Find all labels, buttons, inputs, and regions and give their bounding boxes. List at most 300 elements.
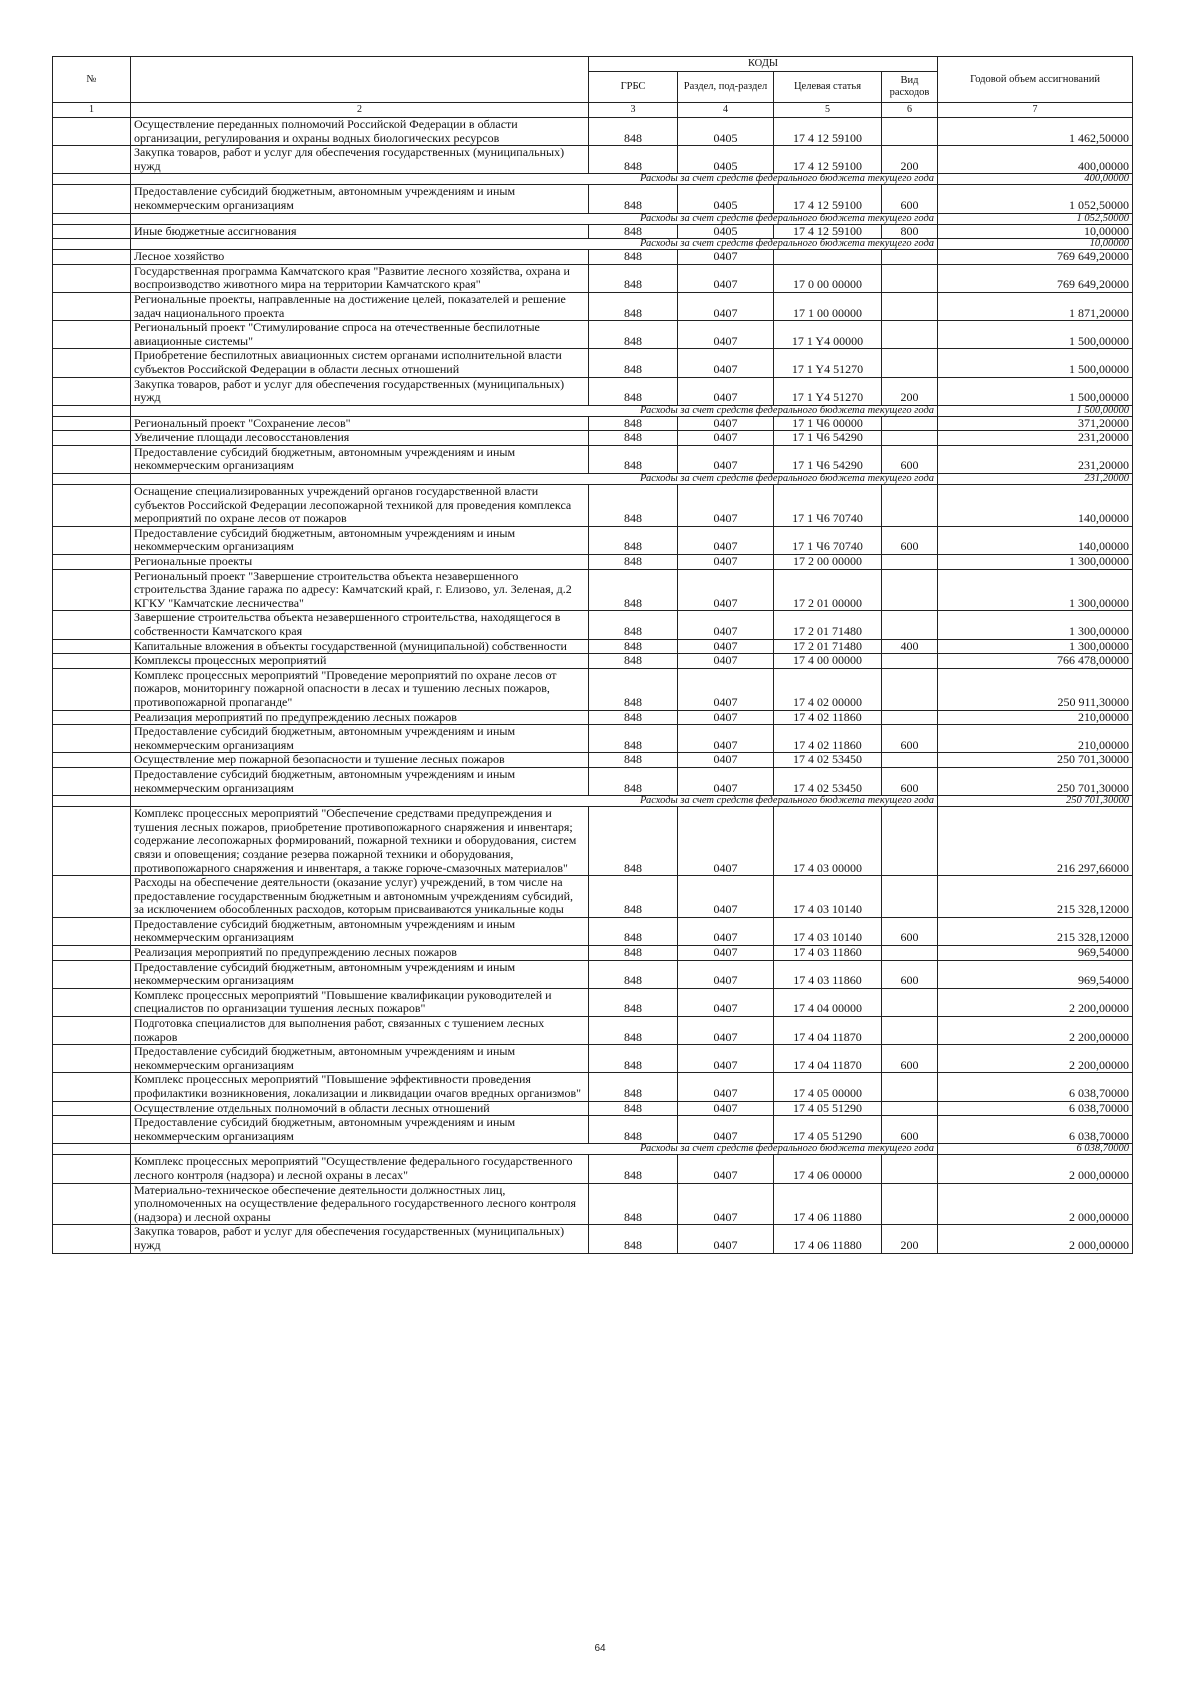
- row-target: 17 4 04 11870: [774, 1017, 882, 1045]
- row-amount: 1 300,00000: [938, 611, 1133, 639]
- col-number-6: 6: [882, 103, 938, 118]
- row-number-cell: [53, 321, 131, 349]
- row-grbs: 848: [589, 668, 678, 710]
- row-name: Подготовка специалистов для выполнения работ, связанных с тушением лесных пожаров: [131, 1017, 589, 1045]
- row-number-cell: [53, 876, 131, 918]
- row-number-cell: [53, 1225, 131, 1253]
- row-section: 0407: [678, 767, 774, 795]
- row-grbs: 848: [589, 146, 678, 174]
- row-name: Приобретение беспилотных авиационных систем органами исполнительной власти субъектов Российской Федерации в области лесных отношений: [131, 349, 589, 377]
- row-section: 0407: [678, 753, 774, 768]
- row-number-cell: [53, 725, 131, 753]
- row-number-cell: [53, 946, 131, 961]
- row-number-cell: [53, 668, 131, 710]
- row-name: Предоставление субсидий бюджетным, автономным учреждениям и иным некоммерческим организациям: [131, 1116, 589, 1144]
- row-name: Иные бюджетные ассигнования: [131, 224, 589, 239]
- row-amount: 969,54000: [938, 946, 1133, 961]
- table-row: [53, 349, 1133, 377]
- row-number-cell: [53, 960, 131, 988]
- row-amount: 210,00000: [938, 710, 1133, 725]
- row-target: 17 4 02 11860: [774, 725, 882, 753]
- row-grbs: 848: [589, 767, 678, 795]
- row-section: 0407: [678, 264, 774, 292]
- subrow-amount: 400,00000: [938, 174, 1133, 185]
- table-row: [53, 1183, 1133, 1225]
- row-name: Закупка товаров, работ и услуг для обеспечения государственных (муниципальных) нужд: [131, 146, 589, 174]
- row-number-cell: [53, 1116, 131, 1144]
- row-kind: 600: [882, 445, 938, 473]
- row-grbs: 848: [589, 431, 678, 446]
- row-amount: 2 000,00000: [938, 1183, 1133, 1225]
- row-grbs: 848: [589, 960, 678, 988]
- row-grbs: 848: [589, 710, 678, 725]
- row-section: 0407: [678, 555, 774, 570]
- col-header-kind: Вид расходов: [882, 72, 938, 103]
- row-number-cell: [53, 654, 131, 669]
- row-name: Осуществление отдельных полномочий в области лесных отношений: [131, 1101, 589, 1116]
- row-amount: 6 038,70000: [938, 1101, 1133, 1116]
- table-row: [53, 321, 1133, 349]
- row-number-cell: [53, 917, 131, 945]
- subrow-amount: 6 038,70000: [938, 1144, 1133, 1155]
- col-number-3: 3: [589, 103, 678, 118]
- row-number-cell: [53, 767, 131, 795]
- table-row: [53, 639, 1133, 654]
- table-row: [53, 1017, 1133, 1045]
- row-grbs: 848: [589, 321, 678, 349]
- row-kind: [882, 569, 938, 611]
- row-amount: 2 200,00000: [938, 988, 1133, 1016]
- row-section: 0407: [678, 611, 774, 639]
- row-target: 17 1 Ч6 54290: [774, 431, 882, 446]
- federal-budget-subrow: [53, 405, 1133, 416]
- table-row: [53, 445, 1133, 473]
- row-amount: 210,00000: [938, 725, 1133, 753]
- table-body: [53, 118, 1133, 1254]
- table-row: [53, 250, 1133, 265]
- col-number-5: 5: [774, 103, 882, 118]
- row-number-cell: [53, 118, 131, 146]
- row-number-cell: [53, 405, 131, 416]
- row-amount: 216 297,66000: [938, 807, 1133, 876]
- row-grbs: 848: [589, 725, 678, 753]
- row-target: 17 4 02 53450: [774, 753, 882, 768]
- col-number-7: 7: [938, 103, 1133, 118]
- row-grbs: 848: [589, 876, 678, 918]
- row-target: 17 1 Ч6 70740: [774, 485, 882, 527]
- row-name: Государственная программа Камчатского края "Развитие лесного хозяйства, охрана и воспроизводство животного мира на территории Камчатского края": [131, 264, 589, 292]
- col-header-grbs: ГРБС: [589, 72, 678, 103]
- row-grbs: 848: [589, 807, 678, 876]
- row-grbs: 848: [589, 1155, 678, 1183]
- row-grbs: 848: [589, 526, 678, 554]
- row-amount: 371,20000: [938, 416, 1133, 431]
- table-row: [53, 710, 1133, 725]
- row-number-cell: [53, 611, 131, 639]
- row-amount: 1 500,00000: [938, 349, 1133, 377]
- row-number-cell: [53, 416, 131, 431]
- row-amount: 215 328,12000: [938, 917, 1133, 945]
- row-amount: 231,20000: [938, 431, 1133, 446]
- row-name: Предоставление субсидий бюджетным, автономным учреждениям и иным некоммерческим организациям: [131, 960, 589, 988]
- table-row: [53, 185, 1133, 213]
- table-row: [53, 725, 1133, 753]
- row-target: [774, 250, 882, 265]
- row-number-cell: [53, 796, 131, 807]
- subrow-amount: 231,20000: [938, 474, 1133, 485]
- row-kind: [882, 1101, 938, 1116]
- row-section: 0407: [678, 917, 774, 945]
- row-number-cell: [53, 569, 131, 611]
- row-section: 0405: [678, 118, 774, 146]
- row-grbs: 848: [589, 1045, 678, 1073]
- row-kind: [882, 1017, 938, 1045]
- row-kind: [882, 876, 938, 918]
- row-number-cell: [53, 807, 131, 876]
- row-amount: 1 462,50000: [938, 118, 1133, 146]
- row-kind: 800: [882, 224, 938, 239]
- row-target: 17 4 12 59100: [774, 118, 882, 146]
- row-amount: 2 000,00000: [938, 1155, 1133, 1183]
- row-amount: 140,00000: [938, 526, 1133, 554]
- table-row: [53, 946, 1133, 961]
- row-kind: [882, 807, 938, 876]
- table-row: [53, 654, 1133, 669]
- table-row: [53, 1045, 1133, 1073]
- row-name: Комплекс процессных мероприятий "Проведение мероприятий по охране лесов от пожаров, мониторингу пожарной опасности в лесах и тушению лесных пожаров, противопожарной пропаганде": [131, 668, 589, 710]
- row-name: Комплексы процессных мероприятий: [131, 654, 589, 669]
- row-kind: [882, 321, 938, 349]
- row-number-cell: [53, 485, 131, 527]
- row-section: 0407: [678, 639, 774, 654]
- row-grbs: 848: [589, 654, 678, 669]
- subrow-amount: 1 500,00000: [938, 405, 1133, 416]
- row-section: 0407: [678, 960, 774, 988]
- row-number-cell: [53, 1045, 131, 1073]
- row-name: Увеличение площади лесовосстановления: [131, 431, 589, 446]
- row-kind: 400: [882, 639, 938, 654]
- row-target: 17 4 03 00000: [774, 807, 882, 876]
- row-target: 17 4 03 11860: [774, 960, 882, 988]
- table-row: [53, 264, 1133, 292]
- row-section: 0407: [678, 946, 774, 961]
- row-kind: 600: [882, 917, 938, 945]
- row-number-cell: [53, 213, 131, 224]
- row-name: Предоставление субсидий бюджетным, автономным учреждениям и иным некоммерческим организациям: [131, 526, 589, 554]
- row-kind: 200: [882, 146, 938, 174]
- row-number-cell: [53, 264, 131, 292]
- row-grbs: 848: [589, 1017, 678, 1045]
- row-grbs: 848: [589, 569, 678, 611]
- col-number-1: 1: [53, 103, 131, 118]
- row-name: Комплекс процессных мероприятий "Осуществление федерального государственного лесного контроля (надзора) и лесной охраны в лесах": [131, 1155, 589, 1183]
- col-header-name: [131, 57, 589, 103]
- row-kind: 600: [882, 1116, 938, 1144]
- row-number-cell: [53, 1155, 131, 1183]
- row-number-cell: [53, 526, 131, 554]
- row-amount: 6 038,70000: [938, 1073, 1133, 1101]
- row-grbs: 848: [589, 349, 678, 377]
- row-kind: [882, 118, 938, 146]
- row-number-cell: [53, 710, 131, 725]
- row-grbs: 848: [589, 988, 678, 1016]
- row-section: 0407: [678, 988, 774, 1016]
- row-number-cell: [53, 250, 131, 265]
- row-name: Региональный проект "Завершение строительства объекта незавершенного строительства Здание гаража по адресу: Камчатский край, г. Елизово, ул. Зеленая, д.2 КГКУ "Камчатские лесничества": [131, 569, 589, 611]
- row-name: Оснащение специализированных учреждений органов государственной власти субъектов Российской Федерации лесопожарной техникой для проведения комплекса мероприятий по охране лесов от пожаров: [131, 485, 589, 527]
- col-header-codes: КОДЫ: [589, 57, 938, 72]
- row-grbs: 848: [589, 416, 678, 431]
- row-grbs: 848: [589, 118, 678, 146]
- row-kind: 600: [882, 725, 938, 753]
- row-grbs: 848: [589, 485, 678, 527]
- subrow-amount: 250 701,30000: [938, 796, 1133, 807]
- row-section: 0407: [678, 250, 774, 265]
- row-amount: 1 500,00000: [938, 377, 1133, 405]
- subrow-label: Расходы за счет средств федерального бюджета текущего года: [131, 474, 938, 485]
- row-name: Расходы на обеспечение деятельности (оказание услуг) учреждений, в том числе на предоставление государственным бюджетным и автономным учреждениям субсидий, за исключением обособленных расходов, которым присваиваются уникальные коды: [131, 876, 589, 918]
- row-amount: 250 701,30000: [938, 753, 1133, 768]
- row-amount: 1 300,00000: [938, 555, 1133, 570]
- row-kind: 600: [882, 1045, 938, 1073]
- row-target: 17 4 04 11870: [774, 1045, 882, 1073]
- row-section: 0407: [678, 445, 774, 473]
- table-row: [53, 377, 1133, 405]
- row-target: 17 1 Ч6 54290: [774, 445, 882, 473]
- row-section: 0407: [678, 876, 774, 918]
- row-name: Реализация мероприятий по предупреждению лесных пожаров: [131, 710, 589, 725]
- row-number-cell: [53, 1101, 131, 1116]
- row-number-cell: [53, 639, 131, 654]
- row-kind: [882, 431, 938, 446]
- row-target: 17 2 01 71480: [774, 611, 882, 639]
- row-target: 17 1 Y4 51270: [774, 349, 882, 377]
- row-amount: 10,00000: [938, 224, 1133, 239]
- row-number-cell: [53, 753, 131, 768]
- row-target: 17 2 00 00000: [774, 555, 882, 570]
- table-row: [53, 118, 1133, 146]
- subrow-label: Расходы за счет средств федерального бюджета текущего года: [131, 1144, 938, 1155]
- row-section: 0407: [678, 710, 774, 725]
- row-amount: 6 038,70000: [938, 1116, 1133, 1144]
- row-grbs: 848: [589, 917, 678, 945]
- row-grbs: 848: [589, 611, 678, 639]
- row-number-cell: [53, 185, 131, 213]
- row-amount: 2 000,00000: [938, 1225, 1133, 1253]
- table-row: [53, 753, 1133, 768]
- row-kind: [882, 1073, 938, 1101]
- table-row: [53, 1155, 1133, 1183]
- table-row: [53, 668, 1133, 710]
- table-row: [53, 526, 1133, 554]
- row-section: 0407: [678, 485, 774, 527]
- row-target: 17 4 04 00000: [774, 988, 882, 1016]
- subrow-label: Расходы за счет средств федерального бюджета текущего года: [131, 796, 938, 807]
- row-number-cell: [53, 988, 131, 1016]
- col-header-total: Годовой объем ассигнований: [938, 57, 1133, 103]
- row-target: 17 4 05 00000: [774, 1073, 882, 1101]
- row-section: 0407: [678, 1155, 774, 1183]
- row-kind: [882, 654, 938, 669]
- table-row: [53, 569, 1133, 611]
- row-kind: 600: [882, 526, 938, 554]
- federal-budget-subrow: [53, 1144, 1133, 1155]
- row-amount: 766 478,00000: [938, 654, 1133, 669]
- subrow-amount: 10,00000: [938, 239, 1133, 250]
- row-name: Материально-техническое обеспечение деятельности должностных лиц, уполномоченных на осуществление федерального государственного лесного контроля (надзора) и лесной охраны: [131, 1183, 589, 1225]
- row-grbs: 848: [589, 1101, 678, 1116]
- row-amount: 1 300,00000: [938, 569, 1133, 611]
- row-name: Региональные проекты: [131, 555, 589, 570]
- row-name: Предоставление субсидий бюджетным, автономным учреждениям и иным некоммерческим организациям: [131, 725, 589, 753]
- col-number-2: 2: [131, 103, 589, 118]
- row-target: 17 1 Y4 00000: [774, 321, 882, 349]
- row-number-cell: [53, 377, 131, 405]
- page-number: 64: [594, 1643, 606, 1654]
- row-amount: 769 649,20000: [938, 250, 1133, 265]
- row-amount: 969,54000: [938, 960, 1133, 988]
- row-kind: [882, 611, 938, 639]
- row-section: 0407: [678, 654, 774, 669]
- row-number-cell: [53, 349, 131, 377]
- federal-budget-subrow: [53, 213, 1133, 224]
- row-target: 17 1 Ч6 70740: [774, 526, 882, 554]
- row-section: 0407: [678, 1017, 774, 1045]
- row-target: 17 4 03 10140: [774, 876, 882, 918]
- budget-table: [52, 56, 1133, 1254]
- row-kind: [882, 668, 938, 710]
- row-target: 17 4 12 59100: [774, 185, 882, 213]
- table-row: [53, 960, 1133, 988]
- row-section: 0407: [678, 377, 774, 405]
- row-name: Завершение строительства объекта незавершенного строительства, находящегося в собственности Камчатского края: [131, 611, 589, 639]
- row-section: 0407: [678, 349, 774, 377]
- row-target: 17 4 00 00000: [774, 654, 882, 669]
- row-number-cell: [53, 1183, 131, 1225]
- row-kind: [882, 988, 938, 1016]
- table-row: [53, 1073, 1133, 1101]
- row-kind: [882, 292, 938, 320]
- row-section: 0407: [678, 1225, 774, 1253]
- row-kind: [882, 349, 938, 377]
- row-kind: 600: [882, 767, 938, 795]
- row-kind: [882, 485, 938, 527]
- row-target: 17 4 02 11860: [774, 710, 882, 725]
- table-row: [53, 146, 1133, 174]
- row-kind: 200: [882, 377, 938, 405]
- row-grbs: 848: [589, 264, 678, 292]
- row-name: Комплекс процессных мероприятий "Повышение эффективности проведения профилактики возникновения, локализации и ликвидации очагов вредных организмов": [131, 1073, 589, 1101]
- row-grbs: 848: [589, 445, 678, 473]
- row-kind: 600: [882, 185, 938, 213]
- row-name: Предоставление субсидий бюджетным, автономным учреждениям и иным некоммерческим организациям: [131, 917, 589, 945]
- subrow-label: Расходы за счет средств федерального бюджета текущего года: [131, 239, 938, 250]
- row-name: Комплекс процессных мероприятий "Обеспечение средствами предупреждения и тушения лесных пожаров, приобретение противопожарного снаряжения и инвентаря; содержание лесопожарных формирований, пожарной техники и оборудования, систем связи и оповещения; создание резерва пожарной техники и оборудования, противопожарного снаряжения и инвентаря, а также горюче-смазочных материалов": [131, 807, 589, 876]
- row-target: 17 1 00 00000: [774, 292, 882, 320]
- row-name: Предоставление субсидий бюджетным, автономным учреждениям и иным некоммерческим организациям: [131, 767, 589, 795]
- row-name: Региональный проект "Сохранение лесов": [131, 416, 589, 431]
- row-name: Капитальные вложения в объекты государственной (муниципальной) собственности: [131, 639, 589, 654]
- row-number-cell: [53, 445, 131, 473]
- table-row: [53, 1116, 1133, 1144]
- row-section: 0407: [678, 725, 774, 753]
- table-row: [53, 1101, 1133, 1116]
- row-section: 0407: [678, 668, 774, 710]
- row-target: 17 4 05 51290: [774, 1101, 882, 1116]
- table-row: [53, 767, 1133, 795]
- row-kind: [882, 416, 938, 431]
- table-row: [53, 917, 1133, 945]
- row-target: 17 1 Ч6 00000: [774, 416, 882, 431]
- row-amount: 769 649,20000: [938, 264, 1133, 292]
- row-section: 0407: [678, 431, 774, 446]
- subrow-label: Расходы за счет средств федерального бюджета текущего года: [131, 405, 938, 416]
- row-target: 17 2 01 71480: [774, 639, 882, 654]
- row-number-cell: [53, 1073, 131, 1101]
- table-row: [53, 611, 1133, 639]
- row-kind: [882, 1155, 938, 1183]
- row-section: 0407: [678, 1183, 774, 1225]
- row-section: 0405: [678, 146, 774, 174]
- row-target: 17 4 06 11880: [774, 1183, 882, 1225]
- row-amount: 140,00000: [938, 485, 1133, 527]
- row-number-cell: [53, 555, 131, 570]
- row-target: 17 4 06 00000: [774, 1155, 882, 1183]
- row-section: 0407: [678, 321, 774, 349]
- row-name: Комплекс процессных мероприятий "Повышение квалификации руководителей и специалистов по организации тушения лесных пожаров": [131, 988, 589, 1016]
- table-row: [53, 292, 1133, 320]
- row-name: Закупка товаров, работ и услуг для обеспечения государственных (муниципальных) нужд: [131, 1225, 589, 1253]
- row-name: Лесное хозяйство: [131, 250, 589, 265]
- table-row: [53, 431, 1133, 446]
- row-target: 17 1 Y4 51270: [774, 377, 882, 405]
- row-grbs: 848: [589, 753, 678, 768]
- row-amount: 1 300,00000: [938, 639, 1133, 654]
- row-section: 0407: [678, 1101, 774, 1116]
- row-number-cell: [53, 292, 131, 320]
- row-number-cell: [53, 431, 131, 446]
- row-number-cell: [53, 474, 131, 485]
- table-row: [53, 988, 1133, 1016]
- row-amount: 1 052,50000: [938, 185, 1133, 213]
- table-row: [53, 876, 1133, 918]
- federal-budget-subrow: [53, 474, 1133, 485]
- row-grbs: 848: [589, 292, 678, 320]
- row-target: 17 4 12 59100: [774, 224, 882, 239]
- row-section: 0407: [678, 1045, 774, 1073]
- row-target: 17 4 03 11860: [774, 946, 882, 961]
- row-target: 17 4 06 11880: [774, 1225, 882, 1253]
- row-amount: 250 911,30000: [938, 668, 1133, 710]
- table-row: [53, 416, 1133, 431]
- table-row: [53, 485, 1133, 527]
- row-target: 17 4 02 00000: [774, 668, 882, 710]
- row-name: Предоставление субсидий бюджетным, автономным учреждениям и иным некоммерческим организациям: [131, 185, 589, 213]
- row-section: 0407: [678, 526, 774, 554]
- row-kind: 200: [882, 1225, 938, 1253]
- table-row: [53, 1225, 1133, 1253]
- row-name: Осуществление мер пожарной безопасности и тушение лесных пожаров: [131, 753, 589, 768]
- row-amount: 250 701,30000: [938, 767, 1133, 795]
- row-section: 0407: [678, 1073, 774, 1101]
- row-kind: [882, 1183, 938, 1225]
- row-target: 17 4 03 10140: [774, 917, 882, 945]
- row-section: 0407: [678, 416, 774, 431]
- row-name: Закупка товаров, работ и услуг для обеспечения государственных (муниципальных) нужд: [131, 377, 589, 405]
- row-name: Региональные проекты, направленные на достижение целей, показателей и решение задач национального проекта: [131, 292, 589, 320]
- row-amount: 2 200,00000: [938, 1017, 1133, 1045]
- subrow-label: Расходы за счет средств федерального бюджета текущего года: [131, 213, 938, 224]
